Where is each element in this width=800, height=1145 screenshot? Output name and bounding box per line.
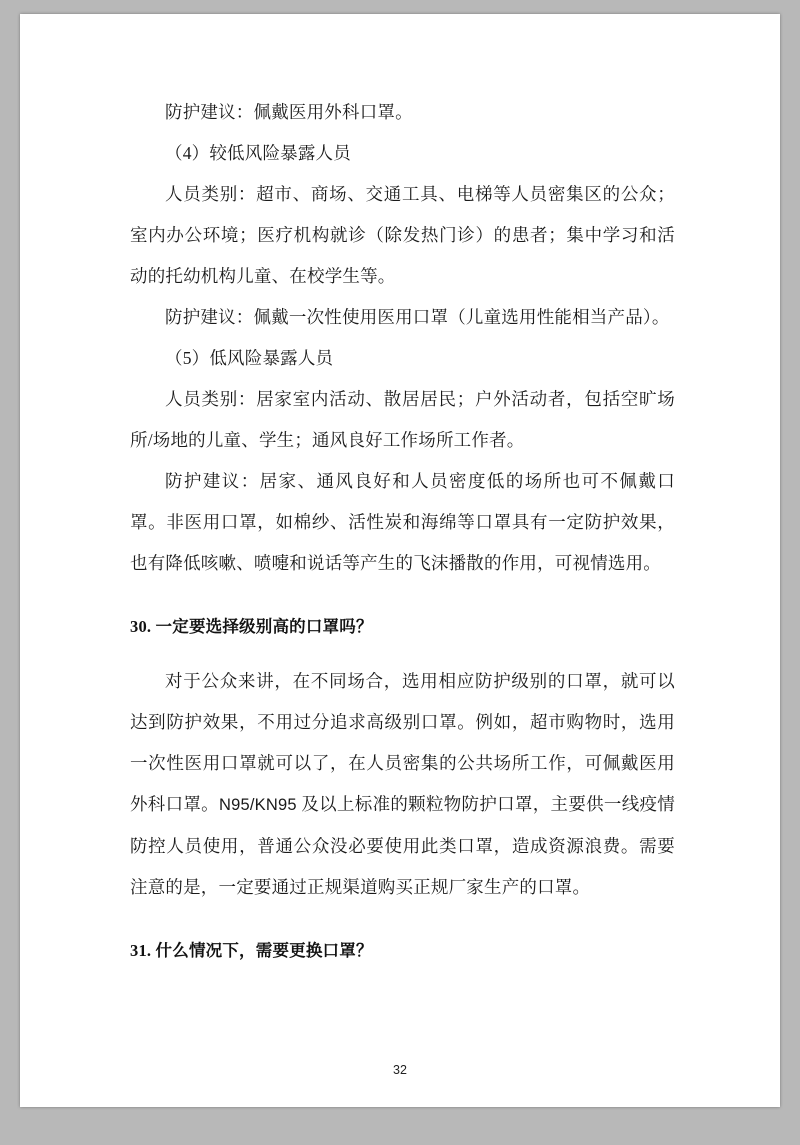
answer-30-standard-label: N95/KN95: [218, 796, 297, 814]
paragraph-category-5-title: （5）低风险暴露人员: [165, 348, 334, 368]
paragraph-category-4-personnel: 人员类别：超市、商场、交通工具、电梯等人员密集区的公众；室内办公环境；医疗机构就诊（除发热门诊）的患者；集中学习和活动的托幼机构儿童、在校学生等。: [130, 184, 675, 286]
page-content: [130, 92, 675, 971]
document-page: [20, 14, 780, 1107]
page-number: 32: [393, 1063, 407, 1077]
answer-30-text-before: 对于公众来讲，在不同场合，选用相应防护级别的口罩，就可以达到防护效果，不用过分追求高级别口罩。例如，超市购物时，选用一次性医用口罩就可以了，在人员密集的公共场所工作，可佩戴医用外科口罩。: [130, 671, 675, 814]
paragraph-protection-advice-2: 防护建议：佩戴一次性使用医用口罩（儿童选用性能相当产品）。: [165, 307, 670, 327]
answer-30-text-after: 及以上标准的颗粒物防护口罩，主要供一线疫情防控人员使用，普通公众没必要使用此类口罩，造成资源浪费。需要注意的是，一定要通过正规渠道购买正规厂家生产的口罩。: [130, 794, 675, 897]
paragraph-category-5-personnel: 人员类别：居家室内活动、散居居民；户外活动者，包括空旷场所/场地的儿童、学生；通风良好工作场所工作者。: [130, 389, 675, 450]
heading-question-31: 31. 什么情况下，需要更换口罩？: [130, 941, 373, 960]
paragraph-answer-30: [130, 661, 675, 908]
paragraph-protection-advice-3: 防护建议：居家、通风良好和人员密度低的场所也可不佩戴口罩。非医用口罩，如棉纱、活性炭和海绵等口罩具有一定防护效果，也有降低咳嗽、喷嚏和说话等产生的飞沫播散的作用，可视情选用。: [130, 471, 675, 573]
heading-question-30: 30. 一定要选择级别高的口罩吗？: [130, 617, 373, 636]
paragraph-category-4-title: （4）较低风险暴露人员: [165, 143, 351, 163]
paragraph-protection-advice-1: 防护建议：佩戴医用外科口罩。: [165, 102, 413, 122]
